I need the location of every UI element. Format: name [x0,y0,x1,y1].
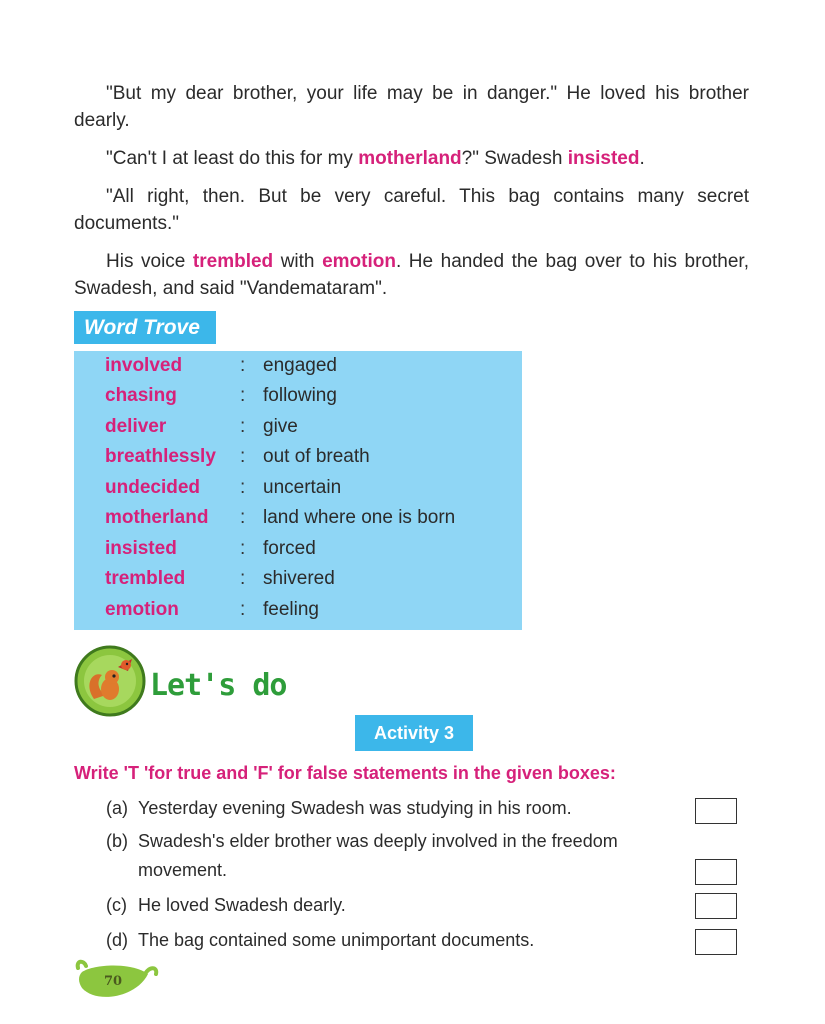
word-trove-separator: : [240,355,246,376]
story-paragraph-3: "All right, then. But be very careful. This bag contains many secret documents." [74,186,749,234]
statement-text: He loved Swadesh dearly. [138,895,346,915]
statement-a [106,794,686,823]
statement-label: (c) [106,895,127,915]
lets-do-heading: Let's do [150,668,287,703]
statement-b [106,827,686,885]
lets-do-squirrel-icon [74,645,146,717]
word-trove-meaning: following [263,385,337,406]
word-trove-word: undecided [105,477,201,498]
word-trove-separator: : [240,568,246,589]
keyword-emotion: emotion [322,251,396,272]
answer-box-d[interactable] [695,929,737,955]
statement-text: The bag contained some unimportant documents. [138,930,535,950]
statement-label: (b) [106,831,128,851]
word-trove-word: insisted [105,538,177,559]
keyword-insisted: insisted [567,148,640,169]
story-paragraph-2: "Can't I at least do this for my motherland?" Swadesh insisted. [106,148,645,169]
word-trove-word: breathlessly [105,446,216,467]
answer-box-a[interactable] [695,798,737,824]
word-trove-meaning: give [263,416,298,437]
statement-label: (d) [106,930,128,950]
story-paragraph-4: His voice trembled with emotion. He handed the bag over to his brother, Swadesh, and said "Vandemataram". [74,251,749,299]
page-number: 70 [104,974,123,989]
word-trove-meaning: out of breath [263,446,370,467]
word-trove-separator: : [240,416,246,437]
word-trove-separator: : [240,446,246,467]
answer-box-b[interactable] [695,859,737,885]
word-trove-word: emotion [105,599,179,620]
word-trove-meaning: forced [263,538,316,559]
word-trove-word: trembled [105,568,186,589]
keyword-motherland: motherland [358,148,462,169]
statement-text: Swadesh's elder brother was deeply involved in the freedom movement. [138,831,618,880]
word-trove-meaning: shivered [263,568,335,589]
word-trove-word: deliver [105,416,167,437]
statement-text: Yesterday evening Swadesh was studying in his room. [138,798,572,818]
word-trove-word: motherland [105,507,209,528]
statement-label: (a) [106,798,128,818]
statement-c [106,891,686,920]
word-trove-meaning: uncertain [263,477,342,498]
word-trove-meaning: feeling [263,599,319,620]
word-trove-separator: : [240,538,246,559]
word-trove-separator: : [240,599,246,620]
word-trove-meaning: engaged [263,355,337,376]
word-trove-separator: : [240,507,246,528]
answer-box-c[interactable] [695,893,737,919]
word-trove-box [74,351,522,630]
activity-badge: Activity 3 [355,715,473,751]
word-trove-title: Word Trove [74,311,216,344]
word-trove-separator: : [240,477,246,498]
statement-d [106,926,686,955]
page-number-leaf [74,958,160,1004]
word-trove-meaning: land where one is born [263,507,456,528]
activity-instruction: Write 'T 'for true and 'F' for false statements in the given boxes: [74,763,616,783]
word-trove-word: chasing [105,385,177,406]
word-trove-word: involved [105,355,183,376]
story-paragraph-1: "But my dear brother, your life may be in danger." He loved his brother dearly. [74,83,749,131]
word-trove-separator: : [240,385,246,406]
keyword-trembled: trembled [192,251,274,272]
